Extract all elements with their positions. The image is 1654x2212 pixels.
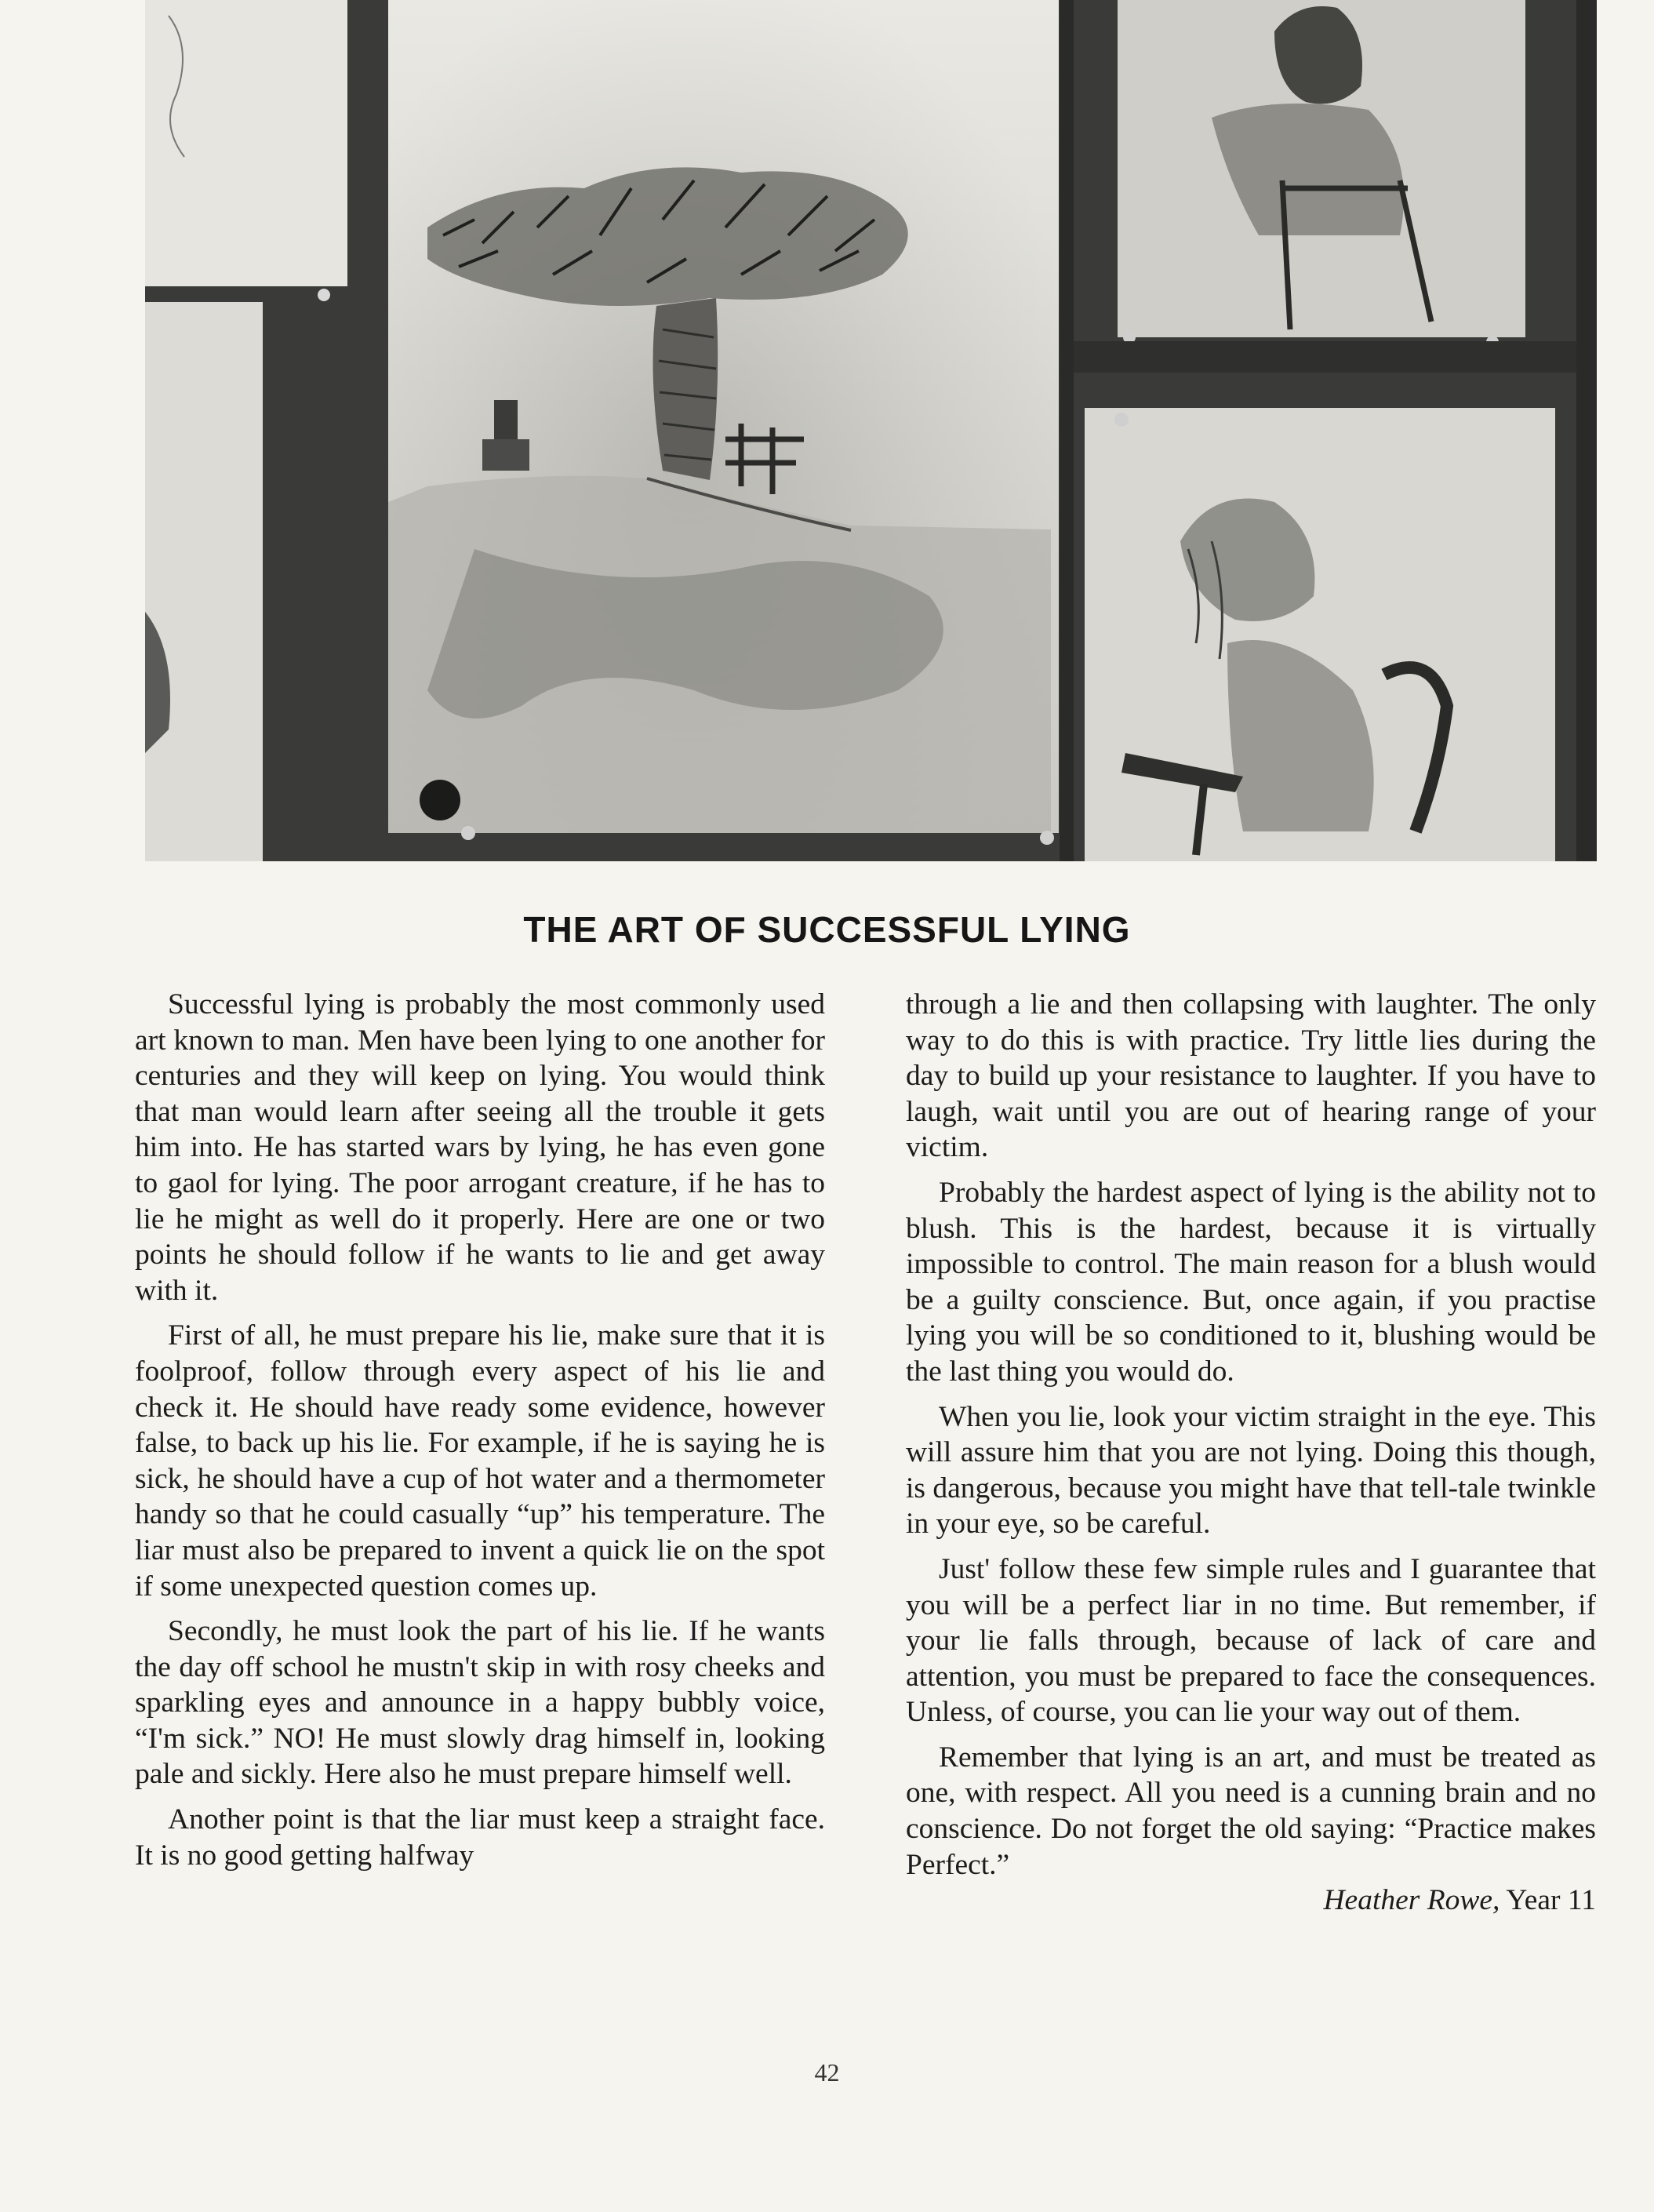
paragraph: Another point is that the liar must keep a straight face. It is no good getting halfway — [135, 1803, 825, 1872]
paragraph: Remember that lying is an art, and must be treated as one, with respect. All you need is a cunning brain and no conscience. Do not forget the old saying: “Practice makes Perfect.” — [906, 1741, 1596, 1881]
paragraph: First of all, he must prepare his lie, make sure that it is foolproof, follow through every aspect of his lie and check it. He should have ready some evidence, however false, to back up his lie. For example, if he is saying he is sick, he should have a cup of hot water and a thermometer handy so that he could casually “up” his temperature. The liar must also be prepared to invent a quick lie on the spot if some unexpected question comes up. — [135, 1319, 825, 1603]
art-display-photo — [145, 0, 1597, 861]
left-column — [135, 987, 825, 1873]
paragraph: Secondly, he must look the part of his lie. If he wants the day off school he mustn't skip in with rosy cheeks and sparkling eyes and announce in a happy bubbly voice, “I'm sick.” NO! He must slowly drag himself in, looking pale and sickly. Here also he must prepare himself well. — [135, 1615, 825, 1791]
paragraph: through a lie and then collapsing with laughter. The only way to do this is with practice. Try little lies during the day to build up your resistance to laughter. If you have to laugh, wait until you are out of hearing range of your victim. — [906, 988, 1596, 1164]
right-column — [906, 987, 1596, 1928]
author-name: Heather Rowe, — [1323, 1884, 1500, 1917]
author-signature — [906, 1883, 1596, 1919]
author-year: Year 11 — [1506, 1884, 1596, 1917]
photo-illustration — [145, 0, 1597, 861]
page-number: 42 — [814, 2058, 840, 2086]
left-paper-bottom — [145, 302, 263, 861]
paragraph: Just' follow these few simple rules and I guarantee that you will be a perfect liar in no time. But remember, if your lie falls through, because of lack of care and attention, you must be prepared to face the consequences. Unless, of course, you can lie your way out of them. — [906, 1552, 1596, 1729]
paragraph: Probably the hardest aspect of lying is the ability not to blush. This is the hardest, because it is virtually impossible to control. The main reason for a blush would be a guilty conscience. But, once again, if you practise lying you will be so conditioned to it, blushing would be the last thing you would do. — [906, 1176, 1596, 1388]
paragraph: Successful lying is probably the most commonly used art known to man. Men have been lying to one another for centuries and they will keep on lying. You would think that man would learn after seeing all the trouble it gets him into. He has started wars by lying, he has even gone to gaol for lying. The poor arrogant creature, if he has to lie he might as well do it properly. Here are one or two points he should follow if he wants to lie and get away with it. — [135, 988, 825, 1307]
article-title: THE ART OF SUCCESSFUL LYING — [523, 909, 1131, 950]
paragraph: When you lie, look your victim straight in the eye. This will assure him that you are not lying. Doing this though, is dangerous, because you might have that tell-tale twinkle in your eye, so be careful. — [906, 1400, 1596, 1541]
